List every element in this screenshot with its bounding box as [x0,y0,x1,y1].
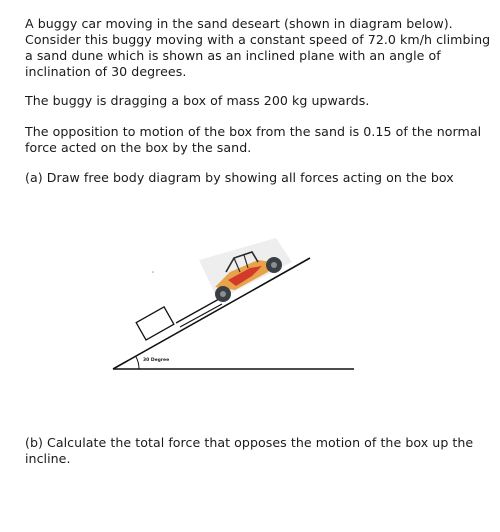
buggy [199,238,292,302]
box [136,307,174,340]
tow-rope [176,299,219,323]
problem-friction-statement: The opposition to motion of the box from the sand is 0.15 of the normal force acted on the box by the sand. [25,124,482,155]
speck [152,271,154,273]
problem-mass-statement: The buggy is dragging a box of mass 200 kg upwards. [25,93,370,108]
angle-arc [136,356,139,369]
question-a: (a) Draw free body diagram by showing all forces acting on the box [25,170,454,185]
tow-rope-lower [180,304,222,327]
problem-intro: A buggy car moving in the sand deseart (shown in diagram below). Consider this buggy moving with a constant speed of 72.0 km/h climbing a sand dune which is shown as an inclined plane with an angle of inclination of 30 degrees. [25,16,491,79]
question-b: (b) Calculate the total force that opposes the motion of the box up the incline. [25,435,474,466]
angle-label: 30 Degree [143,358,170,363]
